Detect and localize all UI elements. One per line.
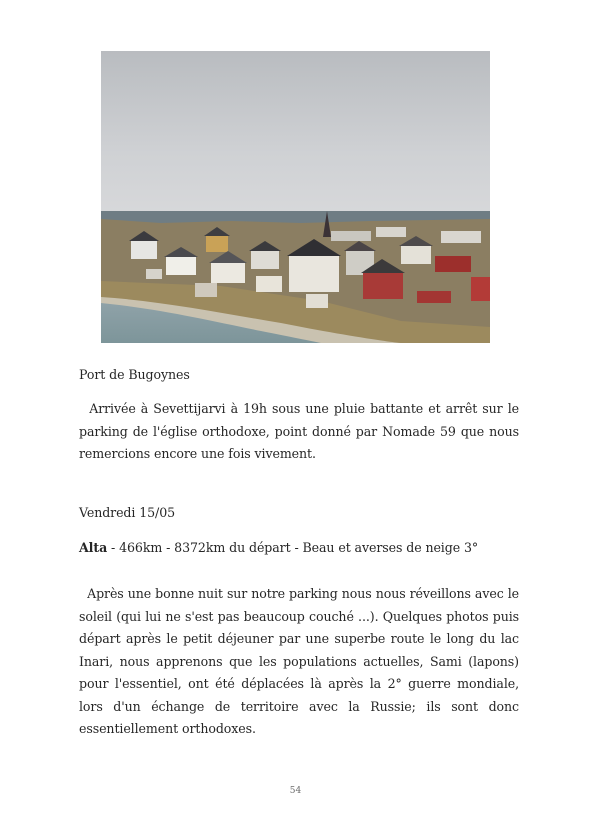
sky (101, 51, 490, 221)
town-harbour-photo (101, 51, 490, 343)
paragraph-day-narrative: Après une bonne nuit sur notre parking nous nous réveillons avec le soleil (qui lui ne s'est pas beaucoup couché ...). Quelques photos puis départ après le petit déjeuner par une superbe route le long du lac Inari, nous apprenons que les populations actuelles, Sami (lapons) pour l'essentiel, ont été déplacées là après la 2° guerre mondiale, lors d'un échange de territoire avec la Russie; ils sont donc essentiellement orthodoxes. (79, 586, 519, 736)
photo-caption: Port de Bugoynes (79, 367, 190, 382)
stage-name: Alta (79, 540, 108, 555)
stage-summary (79, 537, 519, 560)
stage-details: - 466km - 8372km du départ - Beau et averses de neige 3° (107, 540, 479, 555)
page-number: 54 (289, 786, 302, 796)
photo-illustration (101, 51, 490, 343)
paragraph-arrival: Arrivée à Sevettijarvi à 19h sous une pluie battante et arrêt sur le parking de l'église orthodoxe, point donné par Nomade 59 que nous remercions encore une fois vivement. (79, 401, 519, 461)
date-heading: Vendredi 15/05 (79, 505, 176, 520)
